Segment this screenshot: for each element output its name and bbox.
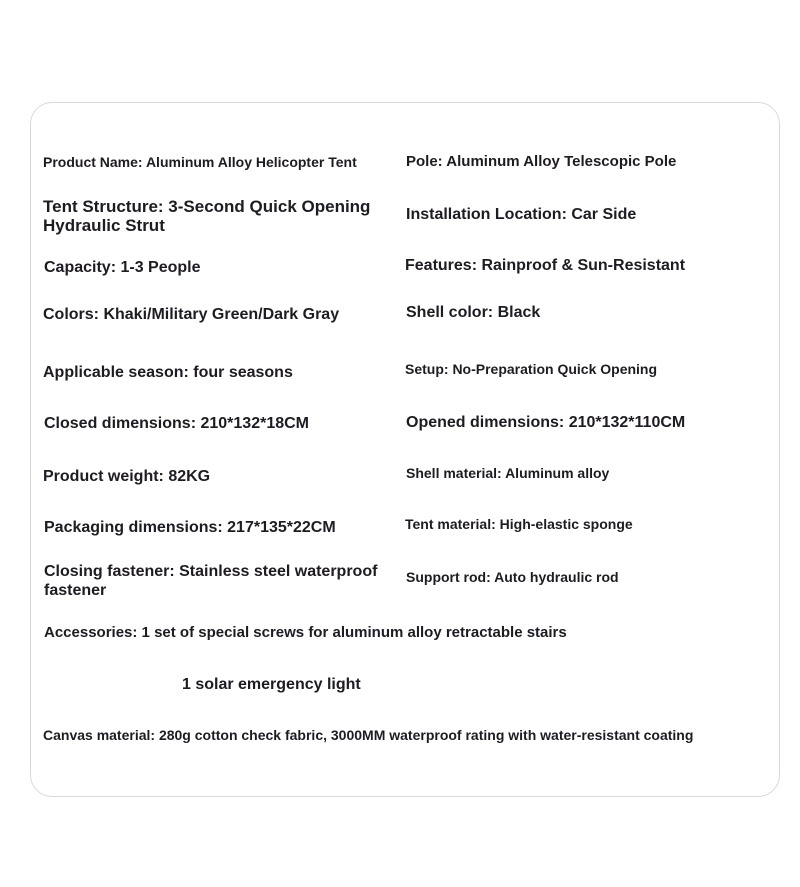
spec-shell-color: Shell color: Black xyxy=(406,304,541,321)
spec-colors: Colors: Khaki/Military Green/Dark Gray xyxy=(43,306,340,323)
spec-tent-material: Tent material: High-elastic sponge xyxy=(405,516,633,532)
spec-closing-fastener: Closing fastener: Stainless steel waterproof fastener xyxy=(44,563,378,599)
spec-features: Features: Rainproof & Sun-Resistant xyxy=(405,257,686,274)
spec-packaging-dimensions: Packaging dimensions: 217*135*22CM xyxy=(44,519,336,536)
spec-tent-structure: Tent Structure: 3-Second Quick Opening Hydraulic Strut xyxy=(43,197,371,235)
spec-product-weight: Product weight: 82KG xyxy=(43,468,211,485)
spec-opened-dimensions: Opened dimensions: 210*132*110CM xyxy=(406,414,686,431)
spec-capacity: Capacity: 1-3 People xyxy=(44,259,201,276)
spec-canvas-material: Canvas material: 280g cotton check fabric, 3000MM waterproof rating with water-resistant coating xyxy=(43,727,694,743)
spec-closed-dimensions: Closed dimensions: 210*132*18CM xyxy=(44,415,309,432)
spec-applicable-season: Applicable season: four seasons xyxy=(43,364,293,381)
spec-setup: Setup: No-Preparation Quick Opening xyxy=(405,361,658,377)
spec-product-name: Product Name: Aluminum Alloy Helicopter Tent xyxy=(43,154,357,170)
spec-shell-material: Shell material: Aluminum alloy xyxy=(406,465,610,481)
spec-installation-location: Installation Location: Car Side xyxy=(406,206,637,223)
spec-accessories-extra: 1 solar emergency light xyxy=(182,676,361,693)
spec-accessories: Accessories: 1 set of special screws for aluminum alloy retractable stairs xyxy=(44,624,567,641)
spec-support-rod: Support rod: Auto hydraulic rod xyxy=(406,569,619,585)
spec-pole: Pole: Aluminum Alloy Telescopic Pole xyxy=(406,153,677,170)
